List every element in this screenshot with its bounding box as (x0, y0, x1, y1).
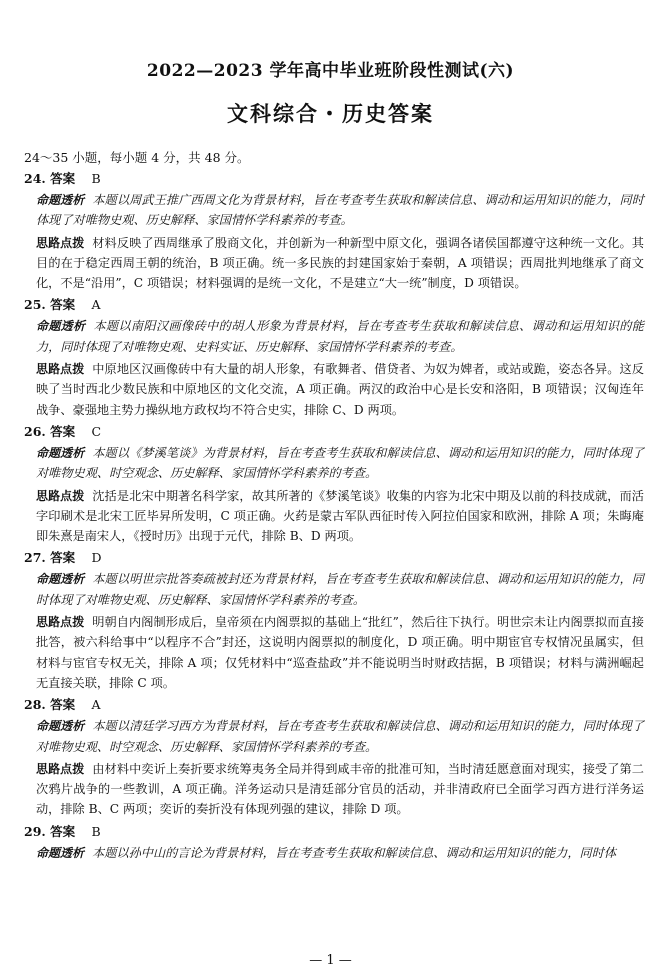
question-header (24, 295, 644, 315)
question-block (24, 169, 644, 293)
analysis-label: 命题透析 (36, 193, 85, 207)
hint-text: 明朝自内阁制形成后，皇帝须在内阁票拟的基础上“批红”，然后往下执行。明世宗未让内阁票拟而直接批答，被六科给事中“以程序不合”封还，这说明内阁票拟的制度化，D 项正确。明中期宦官专权情况虽属实，但材料与宦官专权无关，排除 A 项；仅凭材料中“巡查盐政”并不能说明当时财政拮据，B 项错误；材料与满洲崛起无直接关联，排除 C 项。 (36, 615, 644, 690)
analysis-label: 命题透析 (36, 572, 85, 587)
section-intro: 24～35 小题，每小题 4 分，共 48 分。 (24, 150, 250, 165)
hint-label: 思路点拨 (36, 362, 85, 377)
answer-content (24, 148, 644, 865)
analysis-label: 命题透析 (36, 445, 85, 460)
answer-label: 答案 (50, 297, 76, 313)
answer-value: B (91, 171, 101, 186)
question-header (24, 695, 644, 715)
answer-label: 答案 (50, 423, 76, 439)
hint-text: 沈括是北宋中期著名科学家，故其所著的《梦溪笔谈》收集的内容为北宋中期及以前的科技成就，而活字印刷术是北宋工匠毕昇所发明，C 项正确。火药是蒙古军队西征时传入阿拉伯国家和欧洲，排除 A 项；朱晦庵即朱熹是南宋人，《授时历》出现于元代，排除 B、D 两项。 (36, 488, 644, 544)
hint-text: 材料反映了西周继承了殷商文化，并创新为一种新型中原文化，强调各诸侯国都遵守这种统一文化。其目的在于稳定西周王朝的统治，B 项正确。统一多民族的封建国家始于秦朝，A 项错误；西周批判地继承了商文化，不是“沿用”，C 项错误；材料强调的是统一文化，不是建立“大一统”制度，D 项错误。 (36, 235, 644, 291)
analysis-text: 本题以《梦溪笔谈》为背景材料，旨在考查考生获取和解读信息、调动和运用知识的能力，同时体现了对唯物史观、时空观念、历史解释、家国情怀学科素养的考查。 (36, 445, 644, 481)
question-number: 25. (24, 297, 46, 313)
analysis-text: 本题以孙中山的言论为背景材料，旨在考查考生获取和解读信息、调动和运用知识的能力，同时体 (92, 845, 617, 860)
analysis-text: 本题以明世宗批答奏疏被封还为背景材料，旨在考查考生获取和解读信息、调动和运用知识的能力，同时体现了对唯物史观、历史解释、家国情怀学科素养的考查。 (36, 572, 644, 607)
hint-label: 思路点拨 (36, 235, 85, 250)
analysis-label: 命题透析 (36, 319, 86, 334)
answer-value: B (91, 823, 101, 839)
question-number: 27. (24, 550, 46, 566)
analysis-paragraph (24, 716, 644, 757)
question-header (24, 822, 644, 842)
analysis-label: 命题透析 (36, 719, 85, 734)
question-block (24, 295, 644, 419)
answer-label: 答案 (50, 823, 76, 839)
analysis-paragraph (24, 569, 644, 610)
answer-value: A (91, 297, 101, 313)
answer-value: C (91, 423, 102, 439)
answer-label: 答案 (50, 550, 76, 566)
question-block (24, 548, 644, 693)
page-number: — 1 — (309, 953, 352, 968)
question-number: 29. (24, 823, 46, 839)
answer-value: A (91, 697, 101, 713)
question-block (24, 695, 644, 819)
analysis-paragraph (24, 190, 644, 231)
hint-label: 思路点拨 (36, 761, 85, 776)
analysis-paragraph (24, 316, 644, 357)
hint-paragraph (24, 233, 644, 294)
hint-paragraph (24, 486, 644, 547)
analysis-paragraph (24, 443, 644, 484)
analysis-label: 命题透析 (36, 845, 85, 860)
hint-paragraph (24, 759, 644, 820)
analysis-text: 本题以周武王推广西周文化为背景材料，旨在考查考生获取和解读信息、调动和运用知识的能力，同时体现了对唯物史观、历史解释、家国情怀学科素养的考查。 (36, 193, 644, 228)
answer-label: 答案 (50, 171, 76, 186)
hint-paragraph (24, 612, 644, 693)
analysis-text: 本题以清廷学习西方为背景材料，旨在考查考生获取和解读信息、调动和运用知识的能力，同时体现了对唯物史观、时空观念、历史解释、家国情怀学科素养的考查。 (36, 719, 644, 754)
hint-text: 由材料中奕䜣上奏折要求统筹夷务全局并得到咸丰帝的批准可知，当时清廷愿意面对现实，接受了第二次鸦片战争的一些教训，A 项正确。洋务运动只是清廷部分官员的活动，并非清政府已全面学习西方进行洋务运动，排除 B、C 两项；奕䜣的奏折没有体现列强的建议，排除 D 项。 (36, 761, 644, 817)
hint-label: 思路点拨 (36, 488, 85, 503)
question-header (24, 422, 644, 442)
question-block (24, 822, 644, 863)
analysis-paragraph (24, 843, 644, 863)
question-number: 24. (24, 171, 46, 186)
answer-value: D (91, 550, 102, 566)
hint-text: 中原地区汉画像砖中有大量的胡人形象，有歌舞者、借贷者、为奴为婢者，或站或跪，姿态各异。这反映了当时西北少数民族和中原地区的文化交流，A 项正确。两汉的政治中心是长安和洛阳，B 项错误；汉匈连年战争、豪强地主势力操纵地方政权均不符合史实，排除 C、D 两项。 (36, 362, 644, 417)
question-number: 28. (24, 697, 46, 713)
hint-label: 思路点拨 (36, 615, 85, 630)
hint-paragraph (24, 359, 644, 420)
page-title: 2022—2023 学年高中毕业班阶段性测试(六) (146, 61, 515, 81)
page-subtitle: 文科综合・历史答案 (227, 101, 434, 126)
question-header (24, 169, 644, 189)
answer-label: 答案 (50, 697, 76, 713)
question-block (24, 422, 644, 546)
question-header (24, 548, 644, 568)
question-number: 26. (24, 423, 46, 439)
analysis-text: 本题以南阳汉画像砖中的胡人形象为背景材料，旨在考查考生获取和解读信息、调动和运用知识的能力，同时体现了对唯物史观、史料实证、历史解释、家国情怀学科素养的考查。 (36, 319, 644, 354)
